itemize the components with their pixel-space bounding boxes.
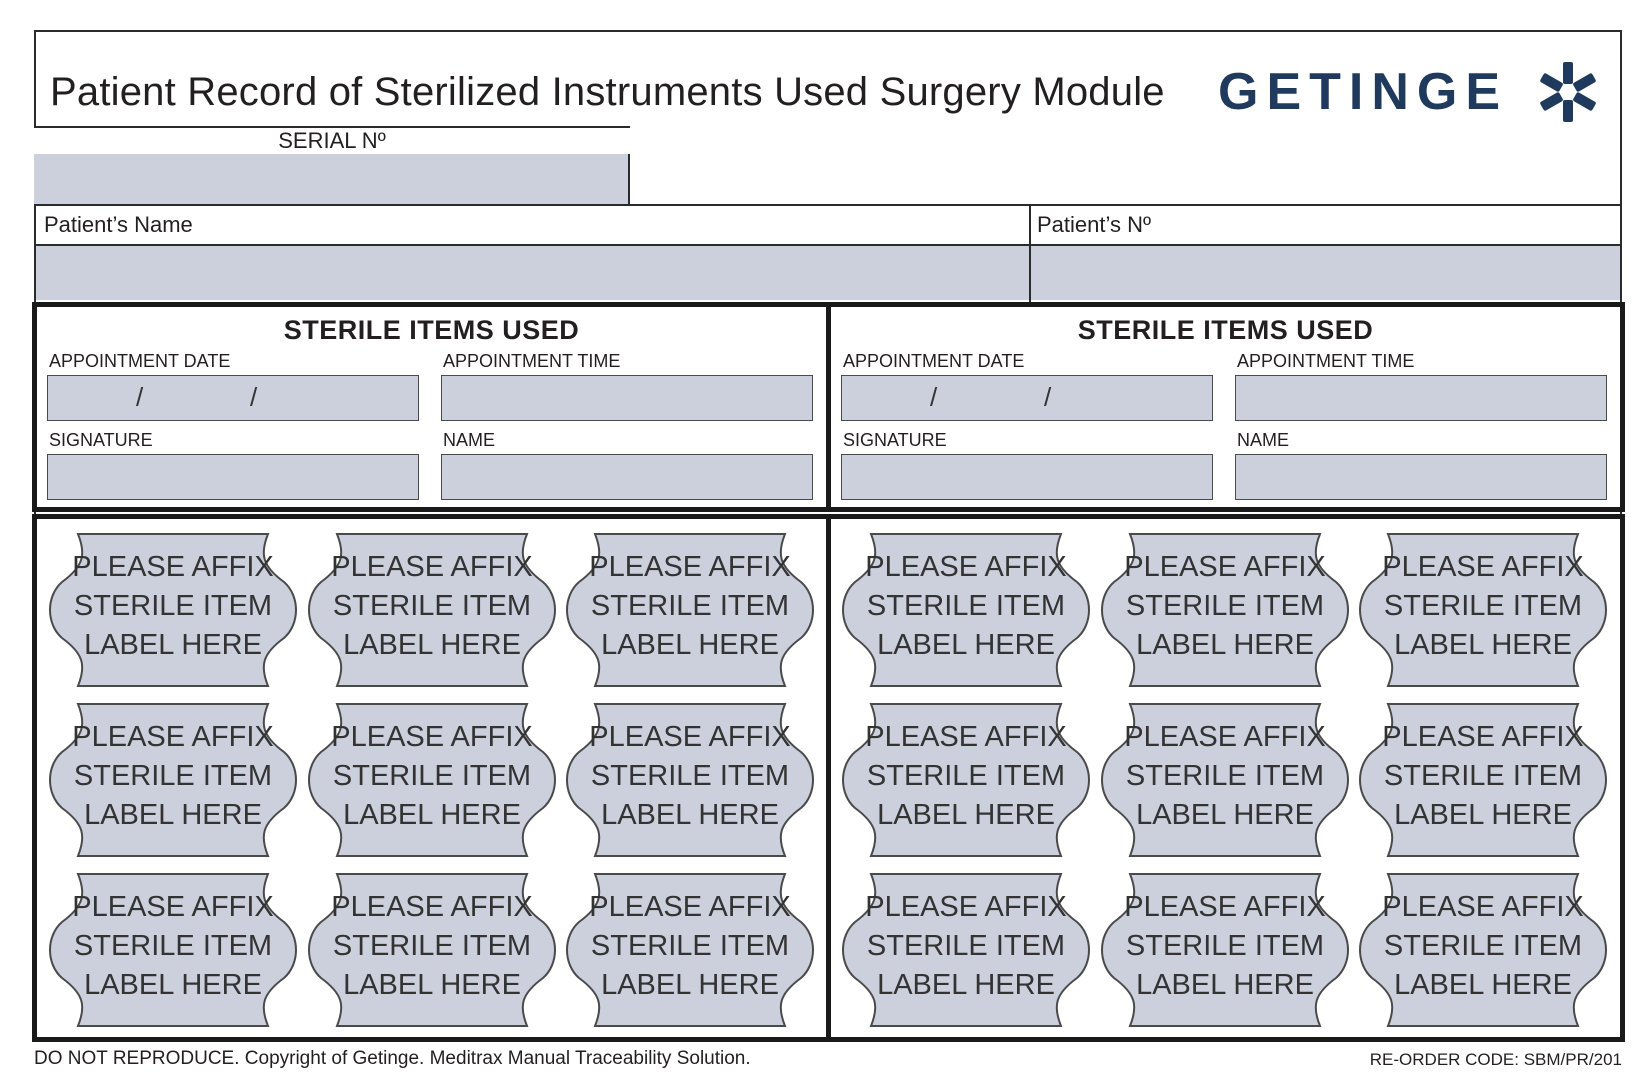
label-instruction [1358,718,1608,835]
divider [34,204,1622,206]
label-line: LABEL HERE [877,799,1055,831]
label-line: PLEASE AFFIX [589,551,791,583]
serial-number-box [34,126,630,206]
appointment-time-field[interactable] [441,375,813,421]
label-slot[interactable] [48,870,298,1030]
appointment-time-label: APPOINTMENT TIME [1237,351,1415,371]
label-line: PLEASE AFFIX [331,891,533,923]
panel-title: STERILE ITEMS USED [283,315,580,345]
label-instruction [565,888,815,1005]
label-slot[interactable] [48,530,298,690]
label-instruction [48,548,298,665]
label-instruction [565,548,815,665]
label-line: LABEL HERE [343,629,521,661]
label-line: STERILE ITEM [1383,930,1583,962]
sterile-items-panel-right [826,302,1625,512]
label-slot[interactable] [307,530,557,690]
label-line: STERILE ITEM [866,590,1066,622]
label-slot[interactable] [1358,700,1608,860]
label-slot[interactable] [841,870,1091,1030]
appointment-date-field[interactable] [47,375,419,421]
label-slot[interactable] [1100,870,1350,1030]
label-instruction [841,718,1091,835]
label-instruction [1100,718,1350,835]
patient-name-label: Patient’s Name [44,212,193,237]
getinge-logo [1218,58,1598,128]
label-line: LABEL HERE [1136,969,1314,1001]
label-line: STERILE ITEM [1383,760,1583,792]
label-instruction [48,718,298,835]
label-instruction [1358,888,1608,1005]
name-label: NAME [443,430,496,450]
label-line: STERILE ITEM [1125,590,1325,622]
label-line: LABEL HERE [1136,799,1314,831]
label-slot[interactable] [307,700,557,860]
label-line: PLEASE AFFIX [1124,891,1326,923]
name-field[interactable] [1235,454,1607,500]
reorder-code: RE-ORDER CODE: SBM/PR/201 [1369,1050,1622,1069]
label-line: LABEL HERE [877,629,1055,661]
label-slot[interactable] [1100,700,1350,860]
serial-number-label: SERIAL Nº [34,128,630,154]
label-instruction [1100,548,1350,665]
label-line: STERILE ITEM [1125,760,1325,792]
label-line: STERILE ITEM [1383,590,1583,622]
label-instruction [841,548,1091,665]
label-line: PLEASE AFFIX [1124,551,1326,583]
label-line: PLEASE AFFIX [1382,721,1584,753]
label-line: PLEASE AFFIX [589,721,791,753]
label-line: LABEL HERE [601,799,779,831]
panel-title: STERILE ITEMS USED [1077,315,1374,345]
date-separator: / [1044,382,1052,412]
label-line: LABEL HERE [1394,969,1572,1001]
label-instruction [1100,888,1350,1005]
label-line: STERILE ITEM [866,760,1066,792]
serial-number-field[interactable] [34,154,628,206]
label-line: PLEASE AFFIX [72,891,274,923]
label-instruction [48,888,298,1005]
label-slot[interactable] [565,530,815,690]
label-line: PLEASE AFFIX [1382,891,1584,923]
label-line: PLEASE AFFIX [331,721,533,753]
appointment-time-label: APPOINTMENT TIME [443,351,621,371]
label-slot[interactable] [48,700,298,860]
label-line: STERILE ITEM [73,760,273,792]
label-instruction [307,718,557,835]
label-line: STERILE ITEM [1125,930,1325,962]
label-slot[interactable] [565,870,815,1030]
label-line: STERILE ITEM [866,930,1066,962]
label-line: STERILE ITEM [332,590,532,622]
label-slot[interactable] [841,530,1091,690]
sterile-items-panel-left [32,302,831,512]
label-line: PLEASE AFFIX [865,551,1067,583]
label-line: STERILE ITEM [73,590,273,622]
name-field[interactable] [441,454,813,500]
label-line: STERILE ITEM [590,760,790,792]
label-slot[interactable] [1100,530,1350,690]
label-line: STERILE ITEM [332,760,532,792]
label-line: STERILE ITEM [332,930,532,962]
label-slot[interactable] [565,700,815,860]
label-line: PLEASE AFFIX [589,891,791,923]
patient-name-field[interactable] [36,246,1029,300]
signature-field[interactable] [841,454,1213,500]
label-line: LABEL HERE [343,969,521,1001]
signature-label: SIGNATURE [49,430,153,450]
label-slot[interactable] [307,870,557,1030]
label-line: PLEASE AFFIX [865,891,1067,923]
page-title: Patient Record of Sterilized Instruments Used Surgery Module [50,70,1165,114]
label-line: STERILE ITEM [73,930,273,962]
label-line: PLEASE AFFIX [865,721,1067,753]
date-separator: / [930,382,938,412]
appointment-date-label: APPOINTMENT DATE [843,351,1025,371]
label-line: LABEL HERE [84,629,262,661]
signature-field[interactable] [47,454,419,500]
label-line: LABEL HERE [1136,629,1314,661]
label-line: STERILE ITEM [590,590,790,622]
label-line: LABEL HERE [84,969,262,1001]
label-line: LABEL HERE [1394,629,1572,661]
date-separator: / [136,382,144,412]
getinge-star-icon [1536,60,1600,124]
label-line: PLEASE AFFIX [72,551,274,583]
label-line: LABEL HERE [1394,799,1572,831]
copyright-notice: DO NOT REPRODUCE. Copyright of Getinge. Meditrax Manual Traceability Solution. [34,1048,751,1069]
label-line: PLEASE AFFIX [1124,721,1326,753]
date-separator: / [250,382,258,412]
label-instruction [307,548,557,665]
logo-wordmark: GETINGE [1218,63,1509,121]
name-label: NAME [1237,430,1290,450]
patient-number-field[interactable] [1031,246,1620,300]
label-slot[interactable] [1358,870,1608,1030]
label-instruction [841,888,1091,1005]
label-line: LABEL HERE [877,969,1055,1001]
label-line: STERILE ITEM [590,930,790,962]
label-line: LABEL HERE [601,969,779,1001]
label-line: LABEL HERE [601,629,779,661]
label-line: LABEL HERE [84,799,262,831]
label-slot[interactable] [1358,530,1608,690]
label-instruction [565,718,815,835]
signature-label: SIGNATURE [843,430,947,450]
label-instruction [1358,548,1608,665]
label-line: LABEL HERE [343,799,521,831]
label-slot[interactable] [841,700,1091,860]
appointment-time-field[interactable] [1235,375,1607,421]
label-line: PLEASE AFFIX [72,721,274,753]
label-line: PLEASE AFFIX [1382,551,1584,583]
patient-number-label: Patient’s Nº [1037,212,1152,237]
appointment-date-label: APPOINTMENT DATE [49,351,231,371]
label-line: PLEASE AFFIX [331,551,533,583]
appointment-date-field[interactable] [841,375,1213,421]
label-instruction [307,888,557,1005]
